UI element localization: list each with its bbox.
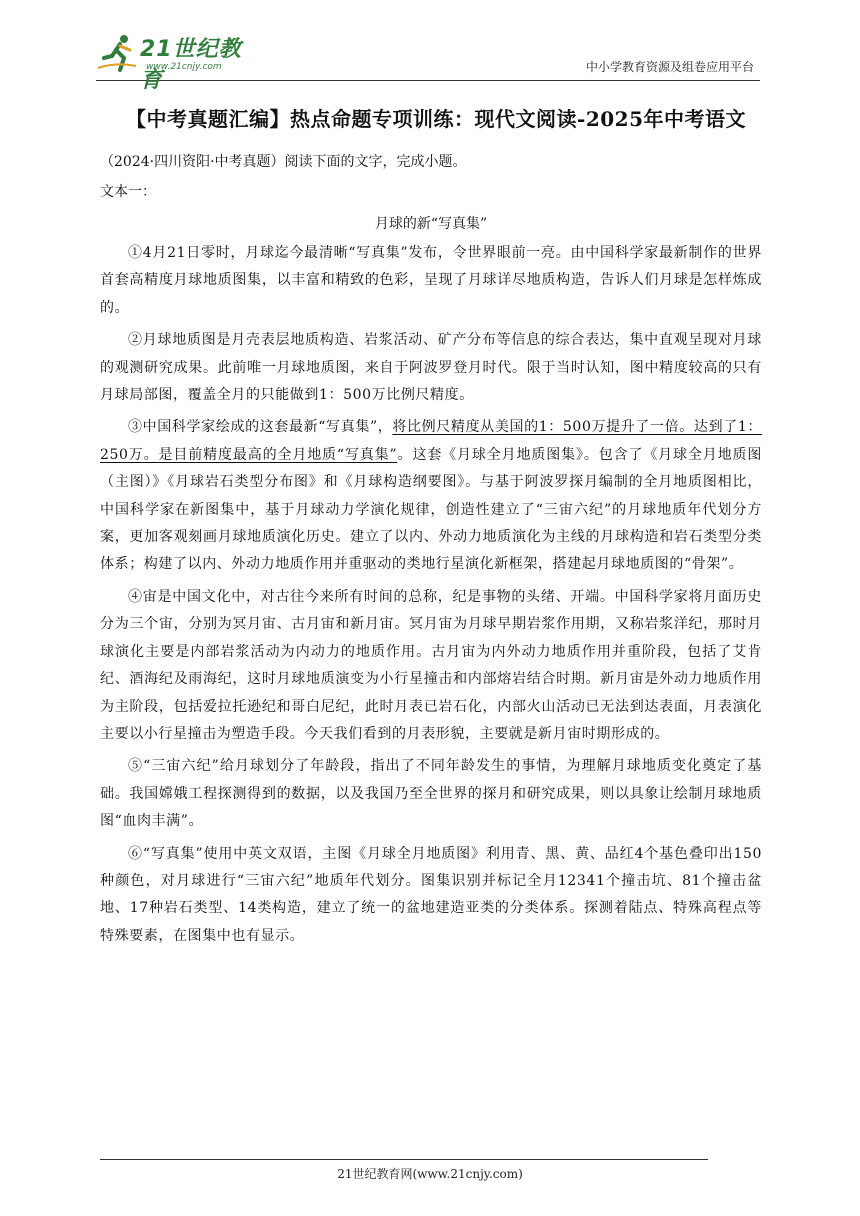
page-header xyxy=(96,30,760,93)
logo-url: www.21cnjy.com xyxy=(146,62,222,72)
underlined-sentence: 将比例尺精度从美国的1：500万提升了一倍。达到了1：250万。是目前精度最高的全月地质“写真集” xyxy=(100,419,762,463)
platform-name: 中小学教育资源及组卷应用平台 xyxy=(585,60,754,74)
page-title: 【中考真题汇编】热点命题专项训练：现代文阅读-2025年中考语文 xyxy=(126,107,746,131)
document-body xyxy=(100,148,762,950)
paragraph-3-start: ③中国科学家绘成的这套最新“写真集”， xyxy=(128,419,393,436)
paragraph-1: ①4月21日零时，月球迄今最清晰“写真集”发布，令世界眼前一亮。由中国科学家最新制作的世界首套高精度月球地质图集，以丰富和精致的色彩，呈现了月球详尽地质构造，告诉人们月球是怎样炼成的。 xyxy=(100,245,762,316)
paragraph-3-rest: 。这套《月球全月地质图集》。包含了《月球全月地质图（主图）》《月球岩石类型分布图》和《月球构造纲要图》。与基于阿波罗探月编制的全月地质图相比，中国科学家在新图集中，基于月球动力学演化规律，创造性建立了“三宙六纪”的月球地质年代划分方案，更加客观刻画月球地质演化历史。建立了以内、外动力地质演化为主线的月球构造和岩石类型分类体系；构建了以内、外动力地质作用并重驱动的类地行星演化新框架，搭建起月球地质图的“骨架”。 xyxy=(100,446,762,573)
page-footer: 21世纪教育网(www.21cnjy.com) xyxy=(337,1167,523,1181)
runner-logo-icon xyxy=(96,32,140,76)
text-label: 文本一： xyxy=(100,184,156,200)
paragraph-5: ⑤“三宙六纪”给月球划分了年龄段，指出了不同年龄发生的事情，为理解月球地质变化奠定了基础。我国嫦娥工程探测得到的数据，以及我国乃至全世界的探月和研究成果，则以具象让绘制月球地质图“血肉丰满”。 xyxy=(100,758,762,830)
paragraph-3 xyxy=(100,414,762,578)
paragraph-2: ②月球地质图是月壳表层地质构造、岩浆活动、矿产分布等信息的综合表达，集中直观呈现对月球的观测研究成果。此前唯一月球地质图，来自于阿波罗登月时代。限于当时认知，图中精度较高的只有月球局部图，覆盖全月的只能做到1：500万比例尺精度。 xyxy=(100,332,762,404)
paragraph-4: ④宙是中国文化中，对古往今来所有时间的总称，纪是事物的头绪、开端。中国科学家将月面历史分为三个宙，分别为冥月宙、古月宙和新月宙。冥月宙为月球早期岩浆作用期，又称岩浆洋纪，那时月球演化主要是内部岩浆活动为内动力的地质作用。古月宙为内外动力地质作用并重阶段，包括了艾肯纪、酒海纪及雨海纪，这时月球地质演变为小行星撞击和内部熔岩结合时期。新月宙是外动力地质作用为主阶段，包括爱拉托逊纪和哥白尼纪，此时月表已岩石化，内部火山活动已无法到达表面，月表演化主要以小行星撞击为塑造手段。今天我们看到的月表形貌，主要就是新月宙时期形成的。 xyxy=(100,588,762,742)
question-intro: （2024·四川资阳·中考真题）阅读下面的文字，完成小题。 xyxy=(100,154,467,170)
paragraph-6: ⑥“写真集”使用中英文双语，主图《月球全月地质图》利用青、黑、黄、品红4个基色叠印出150种颜色，对月球进行“三宙六纪”地质年代划分。图集识别并标记全月12341个撞击坑、81个撞击盆地、17种岩石类型、14类构造，建立了统一的盆地建造亚类的分类体系。探测着陆点、特殊高程点等特殊要素，在图集中也有显示。 xyxy=(100,845,762,944)
logo xyxy=(96,32,256,93)
article-title: 月球的新“写真集” xyxy=(374,216,488,232)
logo-text: 21世纪教育 xyxy=(140,37,242,93)
footer-divider xyxy=(100,1159,708,1160)
